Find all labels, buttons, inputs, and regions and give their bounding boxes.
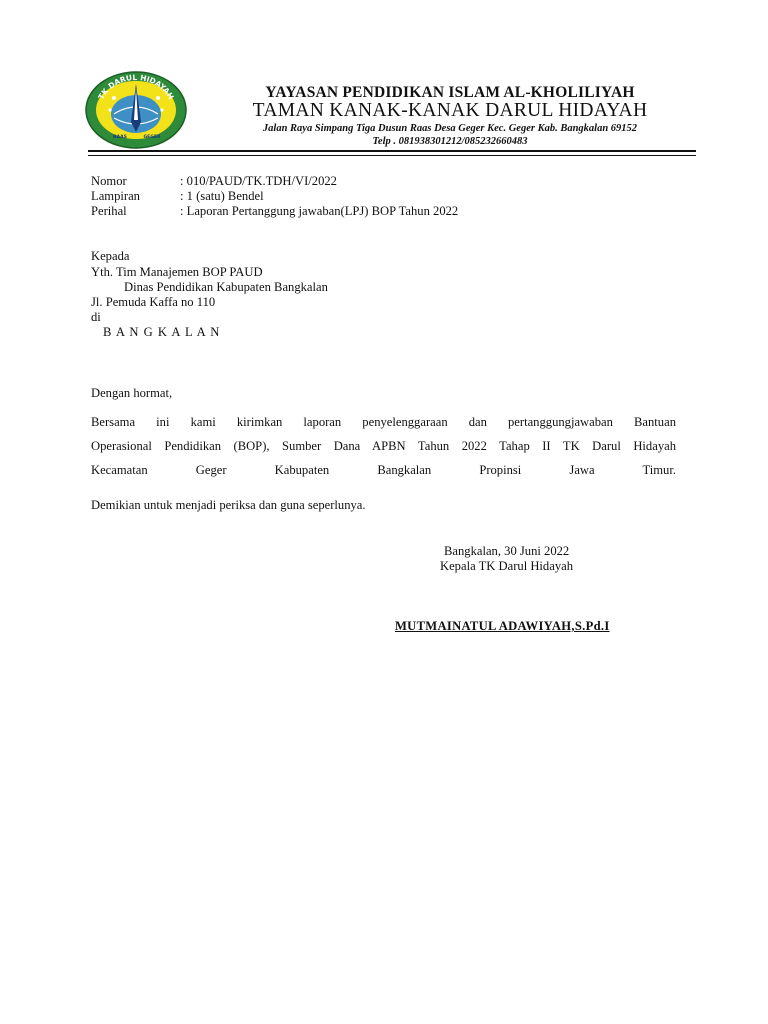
recipient-line-2: Dinas Pendidikan Kabupaten Bangkalan bbox=[124, 280, 328, 294]
nomor-value: : 010/PAUD/TK.TDH/VI/2022 bbox=[180, 174, 337, 188]
letterhead-rule-thin bbox=[88, 155, 696, 156]
logo-right-text: GEGER bbox=[143, 135, 161, 140]
recipient-line-1: Yth. Tim Manajemen BOP PAUD bbox=[91, 265, 263, 279]
signer-name: MUTMAINATUL ADAWIYAH,S.Pd.I bbox=[395, 619, 610, 633]
body-paragraph-line-1: Bersama ini kami kirimkan laporan penyelenggaraan dan pertanggungjawaban Bantuan bbox=[91, 415, 676, 429]
body-paragraph-line-3: Kecamatan Geger Kabupaten Bangkalan Propinsi Jawa Timur. bbox=[91, 463, 676, 477]
signer-position: Kepala TK Darul Hidayah bbox=[440, 559, 574, 573]
recipient-line-3: Jl. Pemuda Kaffa no 110 bbox=[91, 295, 216, 309]
recipient-city: B A N G K A L A N bbox=[103, 325, 221, 339]
school-address: Jalan Raya Simpang Tiga Dusun Raas Desa Geger Kec. Geger Kab. Bangkalan 69152 bbox=[262, 123, 638, 134]
greeting: Dengan hormat, bbox=[91, 386, 173, 400]
letterhead-rule-thick bbox=[88, 150, 696, 152]
foundation-name: YAYASAN PENDIDIKAN ISLAM AL-KHOLILIYAH bbox=[265, 84, 635, 101]
logo-left-text: RAAS bbox=[113, 135, 127, 140]
logo-arc-text: TK DARUL HIDAYAH bbox=[96, 72, 176, 102]
school-phone: Telp . 081938301212/085232660483 bbox=[372, 136, 528, 147]
perihal-value: : Laporan Pertanggung jawaban(LPJ) BOP Tahun 2022 bbox=[180, 204, 459, 218]
recipient-di: di bbox=[91, 310, 101, 324]
place-date: Bangkalan, 30 Juni 2022 bbox=[444, 544, 570, 558]
lampiran-value: : 1 (satu) Bendel bbox=[180, 189, 264, 203]
perihal-label: Perihal bbox=[91, 204, 127, 218]
school-name: TAMAN KANAK-KANAK DARUL HIDAYAH bbox=[252, 100, 648, 121]
closing-sentence: Demikian untuk menjadi periksa dan guna seperlunya. bbox=[91, 498, 366, 512]
school-logo bbox=[84, 70, 188, 150]
body-paragraph-line-2: Operasional Pendidikan (BOP), Sumber Dana APBN Tahun 2022 Tahap II TK Darul Hidayah bbox=[91, 439, 676, 453]
nomor-label: Nomor bbox=[91, 174, 127, 188]
lampiran-label: Lampiran bbox=[91, 189, 140, 203]
kepada-label: Kepada bbox=[91, 249, 130, 263]
